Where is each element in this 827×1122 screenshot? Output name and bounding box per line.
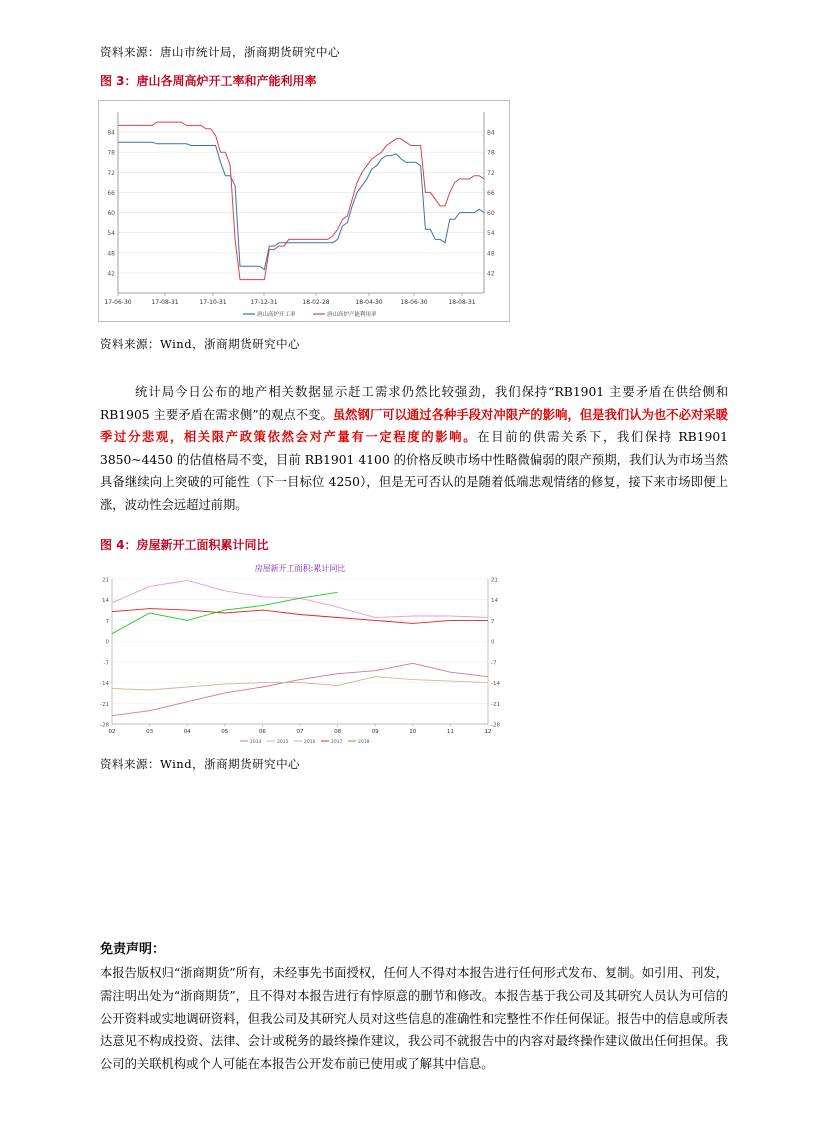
- y-tick-label-left: -28: [100, 722, 109, 729]
- x-tick-label: 18-08-31: [448, 299, 476, 306]
- x-tick-label: 18-06-30: [400, 299, 428, 306]
- y-tick-label-right: 0: [491, 639, 495, 646]
- y-tick-label-left: -21: [100, 701, 109, 708]
- figure-4-chart: [98, 559, 500, 747]
- chart-title: 房屋新开工面积:累计同比: [254, 564, 346, 573]
- y-tick-label-right: 42: [487, 270, 495, 278]
- y-tick-label-left: -14: [100, 681, 109, 688]
- paragraph-text-1: 统计局今日公布的地产相关数据显示赶工需求仍然比较强劲，我们保持“RB1901 主要矛盾在供给侧和 RB1905 主要矛盾在需求侧”的观点不变。: [100, 385, 728, 422]
- x-tick-label: 17-10-31: [199, 299, 227, 306]
- x-tick-label: 02: [108, 729, 116, 735]
- y-tick-label-left: 54: [107, 230, 115, 238]
- x-tick-label: 11: [446, 729, 454, 735]
- x-tick-label: 18-02-28: [302, 299, 330, 306]
- x-tick-label: 07: [296, 729, 304, 735]
- legend-label: 2015: [277, 740, 289, 745]
- y-tick-label-right: -14: [491, 681, 500, 688]
- y-tick-label-right: 7: [491, 618, 495, 625]
- paragraph-text-2: 在目前的供需关系下，我们保持 RB1901 3850~4450 的估值格局不变，目前 RB1901 4100 的价格反映市场中性略微偏弱的限产预期，我们认为市场当然具备继续向上突破的可能性（下一目标位 4250），但是无可否认的是随着低端悲观情绪的修复，接下来市场即便上涨，波动性会远超过前期。: [100, 430, 728, 512]
- y-tick-label-left: 14: [102, 598, 109, 605]
- y-tick-label-right: 48: [487, 250, 495, 258]
- y-tick-label-right: 54: [487, 230, 495, 238]
- source-note-top: 资料来源：唐山市统计局，浙商期货研究中心: [100, 45, 340, 59]
- y-tick-label-left: 7: [105, 618, 109, 625]
- x-tick-label: 17-06-30: [104, 299, 132, 306]
- x-tick-label: 17-08-31: [151, 299, 179, 306]
- y-tick-label-right: 78: [487, 149, 495, 157]
- legend-label: 唐山高炉开工率: [257, 312, 296, 318]
- analysis-paragraph: [100, 381, 728, 517]
- x-tick-label: 18-04-30: [355, 299, 383, 306]
- paragraph-highlight: 虽然钢厂可以通过各种手段对冲限产的影响，但是我们认为也不必对采暖季过分悲观，相关限产政策依然会对产量有一定程度的影响。: [100, 406, 728, 445]
- y-tick-label-right: 84: [487, 129, 495, 137]
- y-tick-label-right: 66: [487, 189, 495, 197]
- x-tick-label: 04: [183, 729, 191, 735]
- x-tick-label: 09: [371, 729, 379, 735]
- y-tick-label-left: 42: [107, 270, 115, 278]
- y-tick-label-right: -21: [491, 701, 500, 708]
- y-tick-label-left: 78: [107, 149, 115, 157]
- y-tick-label-right: 60: [487, 210, 495, 218]
- x-tick-label: 03: [146, 729, 154, 735]
- x-tick-label: 12: [484, 729, 492, 735]
- figure-3-chart: [98, 100, 510, 322]
- y-tick-label-left: 21: [102, 577, 109, 584]
- y-tick-label-right: -7: [491, 660, 497, 667]
- y-tick-label-left: 66: [107, 189, 115, 197]
- legend-label: 2014: [250, 740, 262, 745]
- x-tick-label: 08: [334, 729, 342, 735]
- legend-label: 2018: [358, 740, 370, 745]
- figure-4-title: 图 4：房屋新开工面积累计同比: [100, 538, 269, 552]
- figure-4-source: 资料来源：Wind，浙商期货研究中心: [100, 757, 301, 771]
- y-tick-label-left: 0: [105, 639, 109, 646]
- figure-3-title: 图 3：唐山各周高炉开工率和产能利用率: [100, 74, 317, 88]
- legend-label: 2017: [331, 740, 343, 745]
- y-tick-label-left: -7: [103, 660, 109, 667]
- series-line: [112, 581, 488, 618]
- figure-3-source: 资料来源：Wind，浙商期货研究中心: [100, 337, 301, 351]
- y-tick-label-right: -28: [491, 722, 500, 729]
- x-tick-label: 10: [409, 729, 417, 735]
- y-tick-label-left: 48: [107, 250, 115, 258]
- y-tick-label-left: 72: [107, 169, 115, 177]
- y-tick-label-right: 72: [487, 169, 495, 177]
- x-tick-label: 05: [221, 729, 229, 735]
- x-tick-label: 17-12-31: [250, 299, 278, 306]
- chart-frame: [99, 101, 510, 322]
- y-tick-label-left: 60: [107, 210, 115, 218]
- disclaimer-text: 本报告版权归“浙商期货”所有，未经事先书面授权，任何人不得对本报告进行任何形式发布、复制。如引用、刊发，需注明出处为“浙商期货”，且不得对本报告进行有悖原意的删节和修改。本报告基于我公司及其研究人员认为可信的公开资料或实地调研资料，但我公司及其研究人员对这些信息的准确性和完整性不作任何保证。报告中的信息或所表达意见不构成投资、法律、会计或税务的最终操作建议，我公司不就报告中的内容对最终操作建议做出任何担保。我公司的关联机构或个人可能在本报告公开发布前已使用或了解其中信息。: [100, 966, 728, 1072]
- x-tick-label: 06: [258, 729, 266, 735]
- y-tick-label-right: 14: [491, 598, 498, 605]
- series-line: [112, 677, 488, 690]
- legend-label: 2016: [304, 740, 316, 745]
- series-line: [112, 663, 488, 715]
- y-tick-label-left: 84: [107, 129, 115, 137]
- y-tick-label-right: 21: [491, 577, 498, 584]
- disclaimer-title: 免责声明：: [100, 942, 166, 957]
- legend-label: 唐山高炉产能利用率: [327, 312, 377, 318]
